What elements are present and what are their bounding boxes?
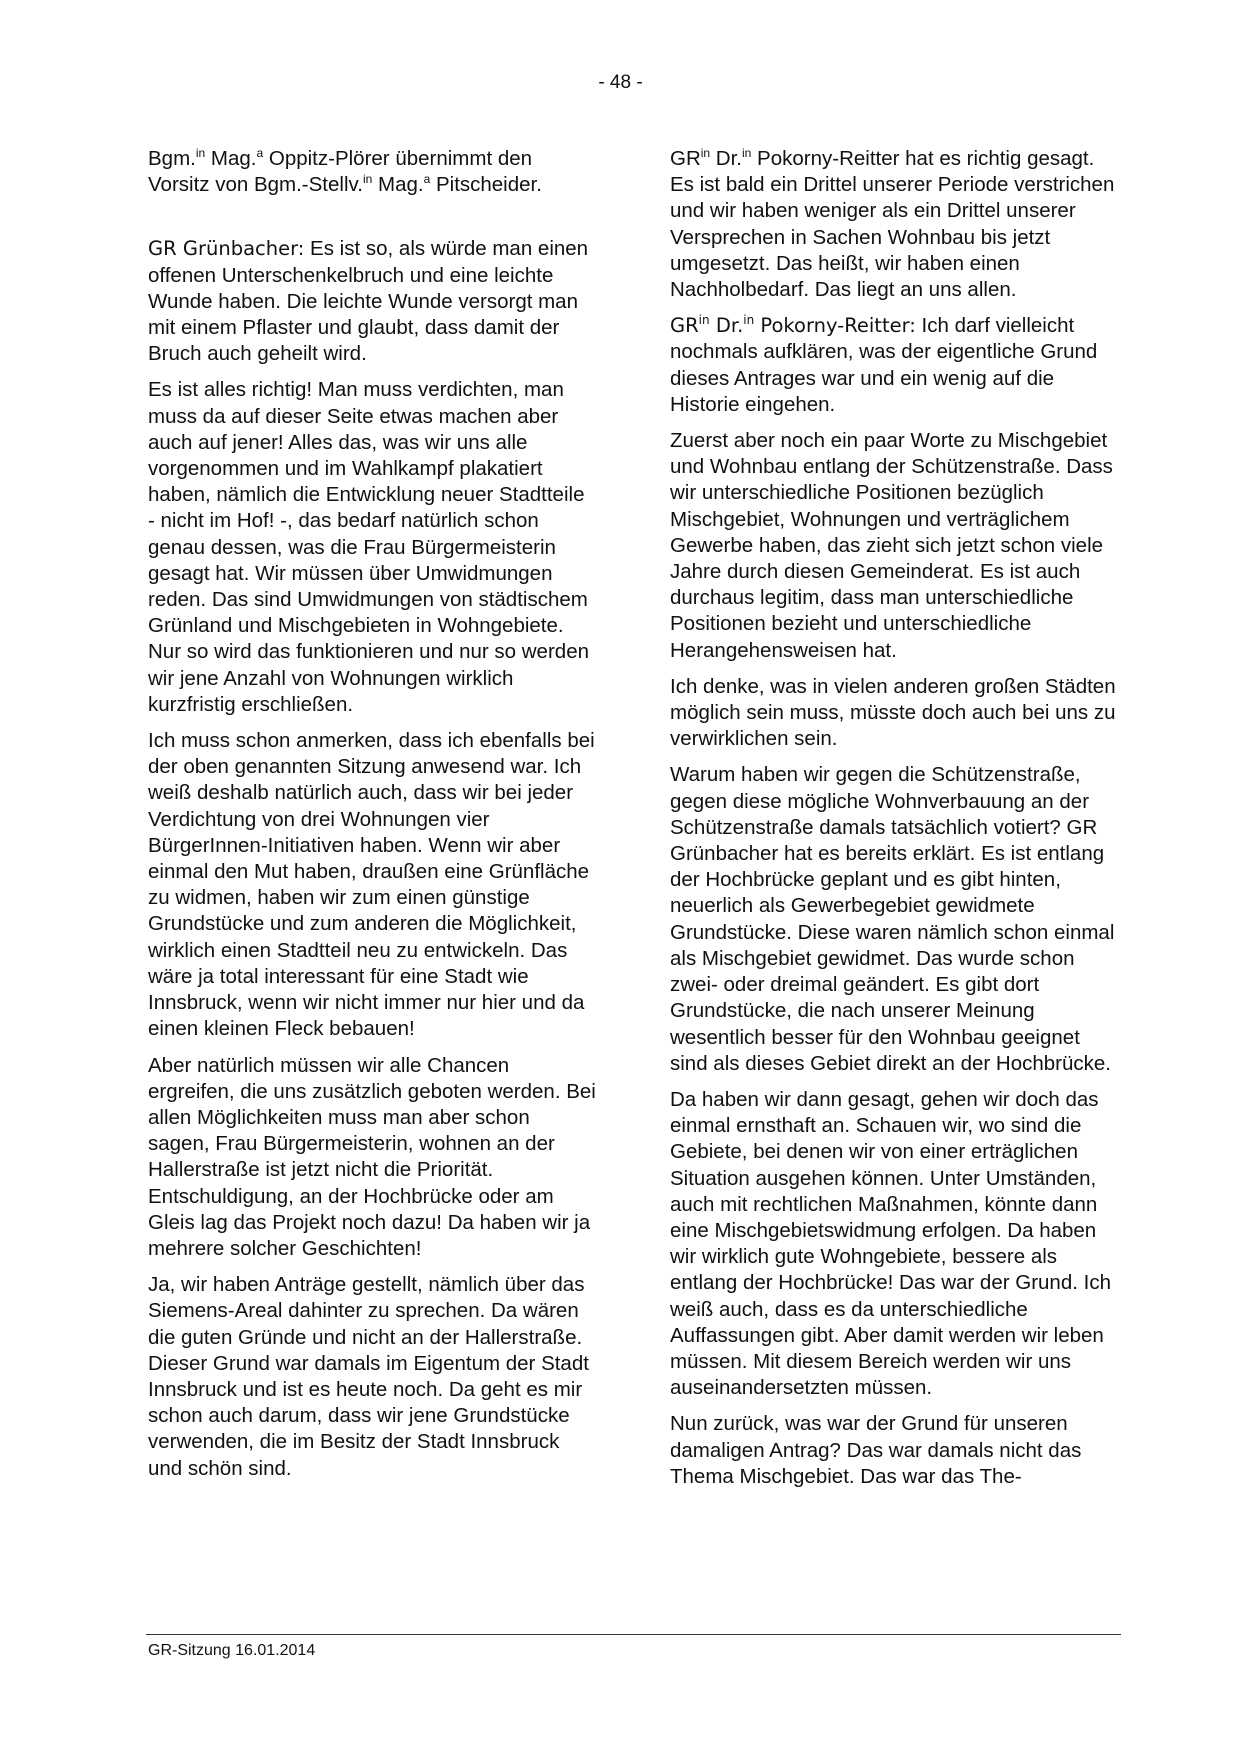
speech-paragraph: Nun zurück, was war der Grund für unseren damaligen Antrag? Das war damals nicht das Thema Mischgebiet. Das war das The- xyxy=(670,1412,1082,1488)
speech-paragraph: $GR^{in}$ Dr.$^{in}$ Pokorny-Reitter: Ich darf vielleicht nochmals aufklären, was der eigentliche Grund dieses Antrages war und ein wenig auf die Historie eingehen. xyxy=(670,313,1098,416)
chair-handover-note: Bgm.$^{in}$ Mag.$^a$ Oppitz-Plörer übernimmt den Vorsitz von Bgm.-Stellv.$^{in}$ Mag.$^a$ Pitscheider. xyxy=(148,146,542,197)
page-number: - 48 - xyxy=(598,72,643,93)
right-column xyxy=(670,146,1118,1500)
speech-paragraph: $GR^{in}$ Dr.$^{in}$ Pokorny-Reitter hat es richtig gesagt. Es ist bald ein Drittel unserer Periode verstrichen und wir haben weniger als ein Drittel unserer Versprechen in Sachen Wohnbau bis jetzt umgesetzt. Das heißt, wir haben einen Nachholbedarf. Das liegt an uns allen. xyxy=(670,146,1115,302)
speech-paragraph: Aber natürlich müssen wir alle Chancen ergreifen, die uns zusätzlich geboten werden. Bei allen Möglichkeiten muss man aber schon sagen, Frau Bürgermeisterin, wohnen an der Hallerstraße ist jetzt nicht die Priorität. Entschuldigung, an der Hochbrücke oder am Gleis lag das Projekt noch dazu! Da haben wir ja mehrere solcher Geschichten! xyxy=(148,1053,596,1260)
speaker-name: $GR^{in}$ Dr.$^{in}$ Pokorny-Reitter: xyxy=(670,313,916,338)
speaker-name: GR Grünbacher: xyxy=(148,237,305,261)
speech-paragraph: Ich muss schon anmerken, dass ich ebenfalls bei der oben genannten Sitzung anwesend war. Ich weiß deshalb natürlich auch, dass wir bei jeder Verdichtung von drei Wohnungen vier BürgerInnen-Initiativen haben. Wenn wir aber einmal den Mut haben, draußen eine Grünfläche zu widmen, haben wir zum einen günstige Grundstücke und zum anderen die Möglichkeit, wirklich einen Stadtteil neu zu entwickeln. Das wäre ja total interessant für eine Stadt wie Innsbruck, wenn wir nicht immer nur hier und da einen kleinen Fleck bebauen! xyxy=(148,729,595,1041)
speech-paragraph: GR Grünbacher: Es ist so, als würde man einen offenen Unterschenkelbruch und eine leichte Wunde haben. Die leichte Wunde versorgt man mit einem Pflaster und glaubt, dass damit der Bruch auch geheilt wird. xyxy=(148,237,589,366)
speech-paragraph: Warum haben wir gegen die Schützenstraße, gegen diese mögliche Wohnverbauung an der Schützenstraße damals tatsächlich votiert? GR Grünbacher hat es bereits erklärt. Es ist entlang der Hochbrücke geplant und es gibt hinten, neuerlich als Gewerbegebiet gewidmete Grundstücke. Diese waren nämlich schon einmal als Mischgebiet gewidmet. Das wurde schon zwei- oder dreimal geändert. Es gibt dort Grundstücke, die nach unserer Meinung wesentlich besser für den Wohnbau geeignet sind als dieses Gebiet direkt an der Hochbrücke. xyxy=(670,763,1115,1075)
speech-paragraph: Ja, wir haben Anträge gestellt, nämlich über das Siemens-Areal dahinter zu sprechen. Da wären die guten Gründe und nicht an der Hallerstraße. Dieser Grund war damals im Eigentum der Stadt Innsbruck und ist es heute noch. Da geht es mir schon auch darum, dass wir jene Grundstücke verwenden, die im Besitz der Stadt Innsbruck und schön sind. xyxy=(148,1273,589,1480)
speech-paragraph: Es ist alles richtig! Man muss verdichten, man muss da auf dieser Seite etwas machen aber auch auf jener! Alles das, was wir uns alle vorgenommen und im Wahlkampf plakatiert haben, nämlich die Entwicklung neuer Stadtteile - nicht im Hof! -, das bedarf natürlich schon genau dessen, was die Frau Bürgermeisterin gesagt hat. Wir müssen über Umwidmungen reden. Das sind Umwidmungen von städtischem Grünland und Mischgebieten in Wohngebiete. Nur so wird das funktionieren und nur so werden wir jene Anzahl von Wohnungen wirklich kurzfristig erschließen. xyxy=(148,378,589,716)
footer-session-date: GR-Sitzung 16.01.2014 xyxy=(148,1642,316,1659)
footer-divider xyxy=(146,1634,1121,1635)
left-column xyxy=(148,146,596,1492)
speech-paragraph: Da haben wir dann gesagt, gehen wir doch das einmal ernsthaft an. Schauen wir, wo sind die Gebiete, bei denen wir von einer erträglichen Situation ausgehen können. Unter Umständen, auch mit rechtlichen Maßnahmen, könnte dann eine Mischgebietswidmung erfolgen. Da haben wir wirklich gute Wohngebiete, bessere als entlang der Hochbrücke! Das war der Grund. Ich weiß auch, dass es da unterschiedliche Auffassungen gibt. Aber damit werden wir leben müssen. Mit diesem Bereich werden wir uns auseinandersetzten müssen. xyxy=(670,1087,1111,1400)
speech-paragraph: Zuerst aber noch ein paar Worte zu Mischgebiet und Wohnbau entlang der Schützenstraße. Dass wir unterschiedliche Positionen bezüglich Mischgebiet, Wohnungen und verträglichem Gewerbe haben, das zieht sich jetzt schon viele Jahre durch diesen Gemeinderat. Es ist auch durchaus legitim, dass man unterschiedliche Positionen bezieht und unterschiedliche Herangehensweisen hat. xyxy=(670,429,1113,662)
speech-paragraph: Ich denke, was in vielen anderen großen Städten möglich sein muss, müsste doch auch bei uns zu verwirklichen sein. xyxy=(670,674,1116,751)
